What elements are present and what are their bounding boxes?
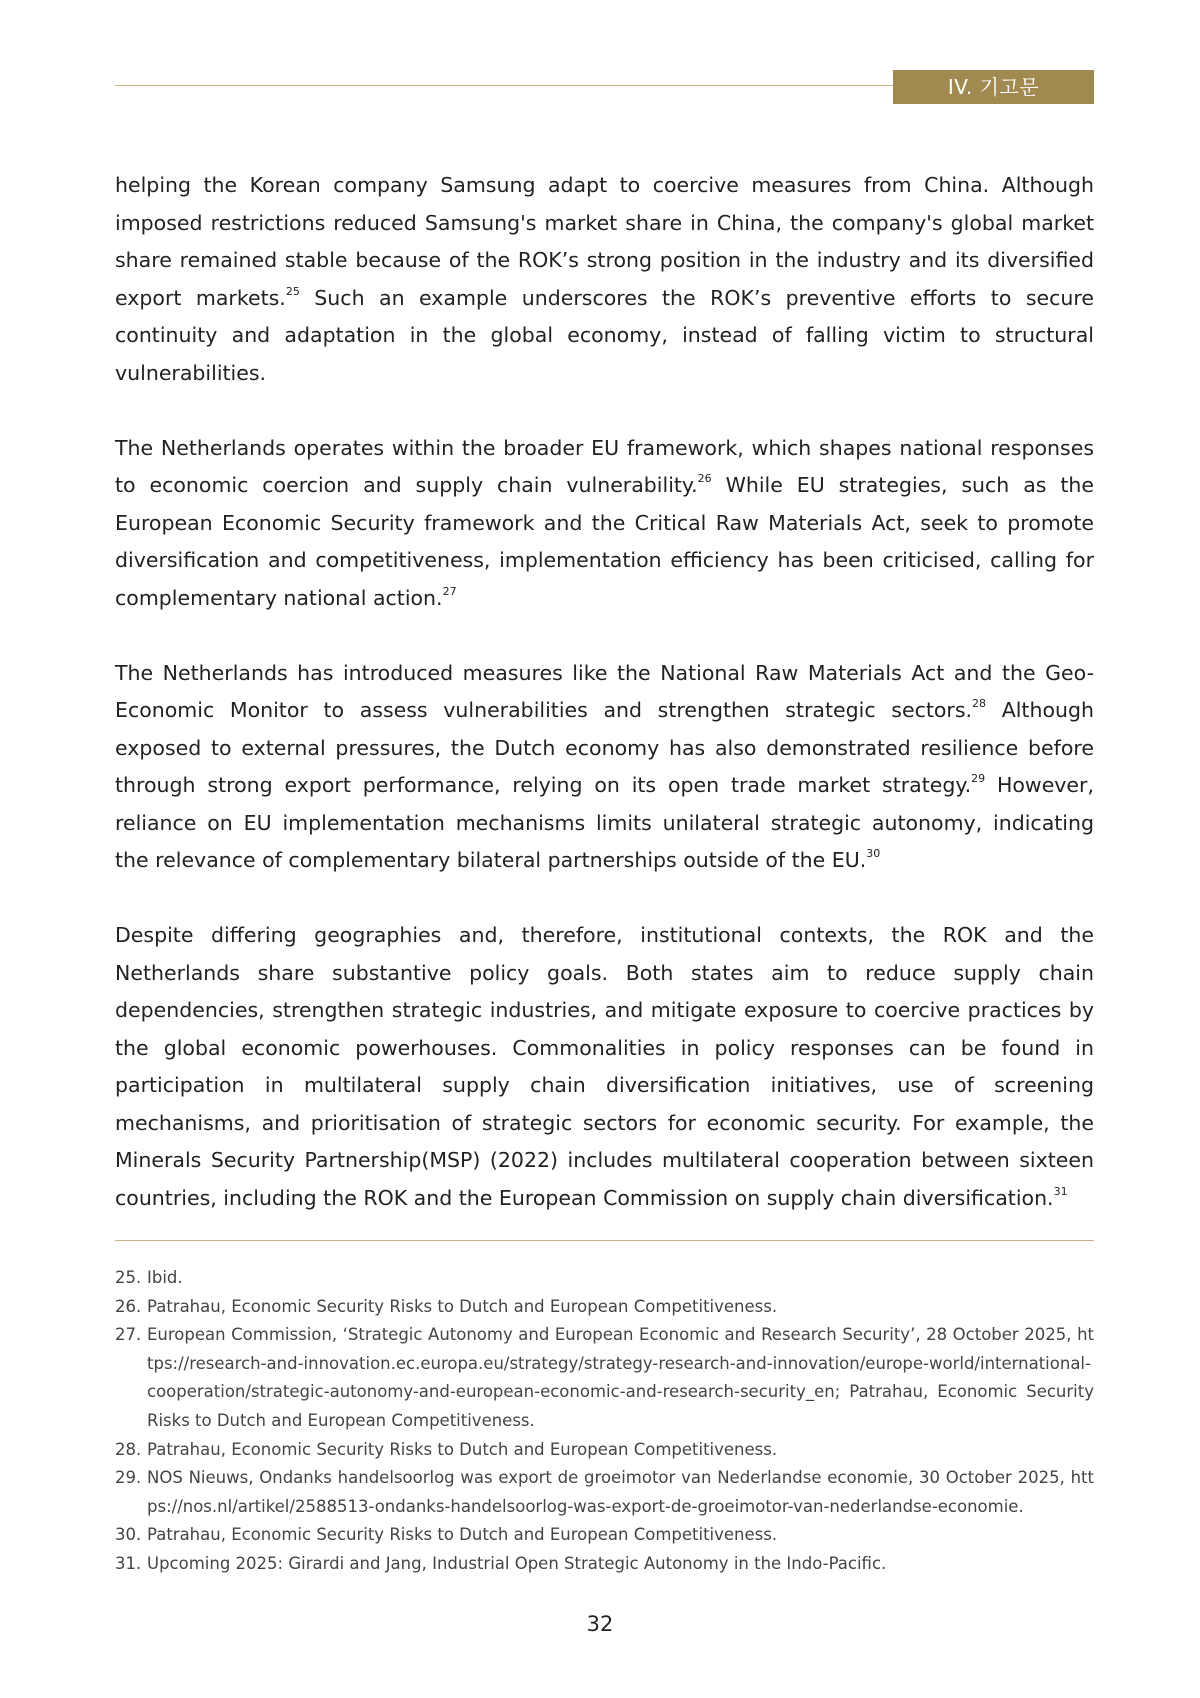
footnote-item xyxy=(115,1436,1094,1465)
paragraph-text: However, reliance on EU implementation mechanisms limits unilateral strategic autonomy, indicating the relevance of complementary bilateral partnerships outside of the EU. xyxy=(115,773,1094,872)
paragraph-1 xyxy=(115,167,1094,392)
footnote-rule xyxy=(115,1240,1094,1241)
footnote-text: Ibid. xyxy=(147,1268,183,1287)
footnote-number: 27. xyxy=(115,1325,142,1345)
paragraph-text: Although exposed to external pressures, the Dutch economy has also demonstrated resilience before through strong export performance, relying on its open trade market strategy. xyxy=(115,698,1094,797)
footnote-text: Patrahau, Economic Security Risks to Dutch and European Competitiveness. xyxy=(147,1525,778,1545)
paragraph-text: helping the Korean company Samsung adapt to coercive measures from China. Although imposed restrictions reduced Samsung's market share in China, the company's global market share remained stable because of the ROK’s strong position in the industry and its diversified export markets. xyxy=(115,173,1094,310)
footnote-item xyxy=(115,1464,1094,1521)
footnote-text: Patrahau, Economic Security Risks to Dutch and European Competitiveness. xyxy=(147,1296,778,1316)
body-text xyxy=(115,167,1094,1255)
footnote-text: Patrahau, Economic Security Risks to Dutch and European Competitiveness. xyxy=(147,1439,778,1459)
paragraph-text: Such an example underscores the ROK’s preventive efforts to secure continuity and adaptation in the global economy, instead of falling victim to structural vulnerabilities. xyxy=(115,285,1094,385)
footnote-ref-29[interactable]: 29 xyxy=(971,772,986,786)
footnote-ref-31[interactable]: 31 xyxy=(1053,1184,1068,1198)
footnote-ref-27[interactable]: 27 xyxy=(442,584,457,598)
section-tag: IV. 기고문 xyxy=(893,70,1094,104)
footnote-number: 28. xyxy=(115,1439,142,1459)
footnote-number: 31. xyxy=(115,1553,142,1573)
footnote-item xyxy=(115,1264,1094,1293)
paragraph-text: The Netherlands operates within the broader EU framework, which shapes national responses to economic coercion and supply chain vulnerability. xyxy=(115,435,1094,497)
footnote-number: 25. xyxy=(115,1268,142,1287)
footnote-item xyxy=(115,1321,1094,1435)
footnote-text[interactable]: NOS Nieuws, Ondanks handelsoorlog was export de groeimotor van Nederlandse economie, 30 October 2025, https://nos.nl/artikel/2588513-ondanks-handelsoorlog-was-export-de-groeimotor-van-nederlandse-economie. xyxy=(147,1468,1094,1516)
paragraph-text: Despite differing geographies and, therefore, institutional contexts, the ROK and the Netherlands share substantive policy goals. Both states aim to reduce supply chain dependencies, strengthen strategic industries, and mitigate exposure to coercive practices by the global economic powerhouses. Commonalities in policy responses can be found in participation in multilateral supply chain diversification initiatives, use of screening mechanisms, and prioritisation of strategic sectors for economic security. For example, the Minerals Security Partnership(MSP) (2022) includes multilateral cooperation between sixteen countries, including the ROK and the European Commission on supply chain diversification. xyxy=(115,923,1094,1210)
footnote-item xyxy=(115,1550,1094,1579)
footnote-text[interactable]: European Commission, ‘Strategic Autonomy and European Economic and Research Security’, 28 October 2025, https://research-and-innovation.ec.europa.eu/strategy/strategy-research-and-innovation/europe-world/international-cooperation/strategic-autonomy-and-european-economic-and-research-security_en; Patrahau, Economic Security Risks to Dutch and European Competitiveness. xyxy=(147,1325,1094,1430)
footnote-text: Upcoming 2025: Girardi and Jang, Industrial Open Strategic Autonomy in the Indo-Pacific. xyxy=(147,1553,887,1573)
footnote-ref-28[interactable]: 28 xyxy=(972,697,987,711)
page-number: 32 xyxy=(586,1612,614,1636)
footnote-item xyxy=(115,1293,1094,1322)
paragraph-3 xyxy=(115,655,1094,880)
footnotes-list xyxy=(115,1264,1094,1579)
footnote-number: 30. xyxy=(115,1525,142,1545)
paragraph-2 xyxy=(115,430,1094,618)
paragraph-4 xyxy=(115,917,1094,1217)
header-rule xyxy=(115,85,895,86)
paragraph-text: While EU strategies, such as the European Economic Security framework and the Critical Raw Materials Act, seek to promote diversification and competitiveness, implementation efficiency has been criticised, calling for complementary national action. xyxy=(115,473,1094,610)
footnote-ref-26[interactable]: 26 xyxy=(697,472,712,486)
paragraph-text: The Netherlands has introduced measures like the National Raw Materials Act and the Geo-Economic Monitor to assess vulnerabilities and strengthen strategic sectors. xyxy=(115,660,1094,722)
footnote-ref-30[interactable]: 30 xyxy=(866,847,881,861)
footnote-ref-25[interactable]: 25 xyxy=(285,284,300,298)
footnote-number: 26. xyxy=(115,1296,142,1316)
footnote-item xyxy=(115,1521,1094,1550)
footnote-number: 29. xyxy=(115,1468,142,1488)
